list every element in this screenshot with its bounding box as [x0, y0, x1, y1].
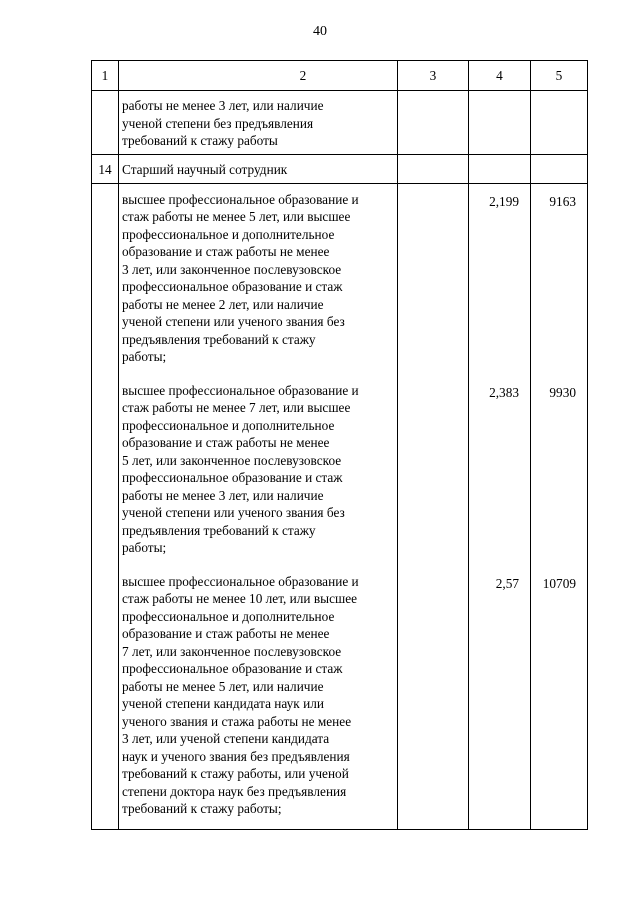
- requirement-cell: [119, 183, 398, 375]
- requirement-text: высшее профессиональное образование и стаж работы не менее 7 лет, или высшее профессиональное и дополнительное образование и стаж работы не менее 5 лет, или законченное послевузовское профессиональное образование и стаж работы не менее 3 лет, или наличие ученой степени или ученого звания без предъявления требований к стажу работы;: [122, 382, 359, 555]
- page-number: 40: [313, 24, 327, 39]
- empty-cell: [398, 154, 469, 183]
- header-row: [92, 61, 588, 91]
- table-row: [92, 183, 588, 375]
- header-cell-2: 2: [119, 61, 398, 91]
- coefficient-cell: [469, 183, 531, 375]
- requirement-text: высшее профессиональное образование и стаж работы не менее 10 лет, или высшее профессиональное и дополнительное образование и стаж работы не менее 7 лет, или законченное послевузовское профессиональное образование и стаж работы не менее 5 лет, или наличие ученой степени кандидата наук или ученого звания и стажа работы не менее 3 лет, или ученой степени кандидата наук и ученого звания без предъявления требований к стажу работы, или ученой степени доктора наук без предъявления требований к стажу работы;: [122, 573, 359, 816]
- position-row: [92, 154, 588, 183]
- header-cell-5: 5: [531, 61, 588, 91]
- empty-cell: [92, 91, 119, 155]
- requirement-cell: [119, 91, 398, 155]
- col3-cell: [398, 566, 469, 830]
- empty-cell: [398, 91, 469, 155]
- empty-cell: [531, 154, 588, 183]
- header-cell-4: 4: [469, 61, 531, 91]
- table-row: [92, 566, 588, 830]
- empty-cell: [92, 183, 119, 375]
- requirement-cell: [119, 566, 398, 830]
- requirement-text: высшее профессиональное образование и стаж работы не менее 5 лет, или высшее профессиональное и дополнительное образование и стаж работы не менее 3 лет, или законченное послевузовское профессиональное образование и стаж работы не менее 2 лет, или наличие ученой степени или ученого звания без предъявления требований к стажу работы;: [122, 191, 359, 364]
- amount-cell: [531, 183, 588, 375]
- empty-cell: [469, 91, 531, 155]
- continuation-row: [92, 91, 588, 155]
- coefficient-value: 2,383: [489, 384, 519, 400]
- col3-cell: [398, 183, 469, 375]
- col3-cell: [398, 375, 469, 566]
- amount-value: 9163: [549, 193, 576, 209]
- coefficient-value: 2,57: [495, 575, 519, 591]
- table-row: [92, 375, 588, 566]
- empty-cell: [92, 375, 119, 566]
- position-number-cell: [92, 154, 119, 183]
- coefficient-value: 2,199: [489, 193, 519, 209]
- coefficient-cell: [469, 375, 531, 566]
- amount-value: 10709: [542, 575, 576, 591]
- empty-cell: [469, 154, 531, 183]
- amount-cell: [531, 375, 588, 566]
- header-cell-3: 3: [398, 61, 469, 91]
- position-number: 14: [98, 161, 112, 177]
- continuation-text: работы не менее 3 лет, или наличие ученой степени без предъявления требований к стажу работы: [122, 98, 324, 148]
- position-title: Старший научный сотрудник: [122, 161, 288, 177]
- coefficient-cell: [469, 566, 531, 830]
- empty-cell: [92, 566, 119, 830]
- requirement-cell: [119, 375, 398, 566]
- amount-value: 9930: [549, 384, 576, 400]
- header-cell-1: 1: [92, 61, 119, 91]
- position-title-cell: [119, 154, 398, 183]
- salary-table: [91, 60, 588, 830]
- amount-cell: [531, 566, 588, 830]
- empty-cell: [531, 91, 588, 155]
